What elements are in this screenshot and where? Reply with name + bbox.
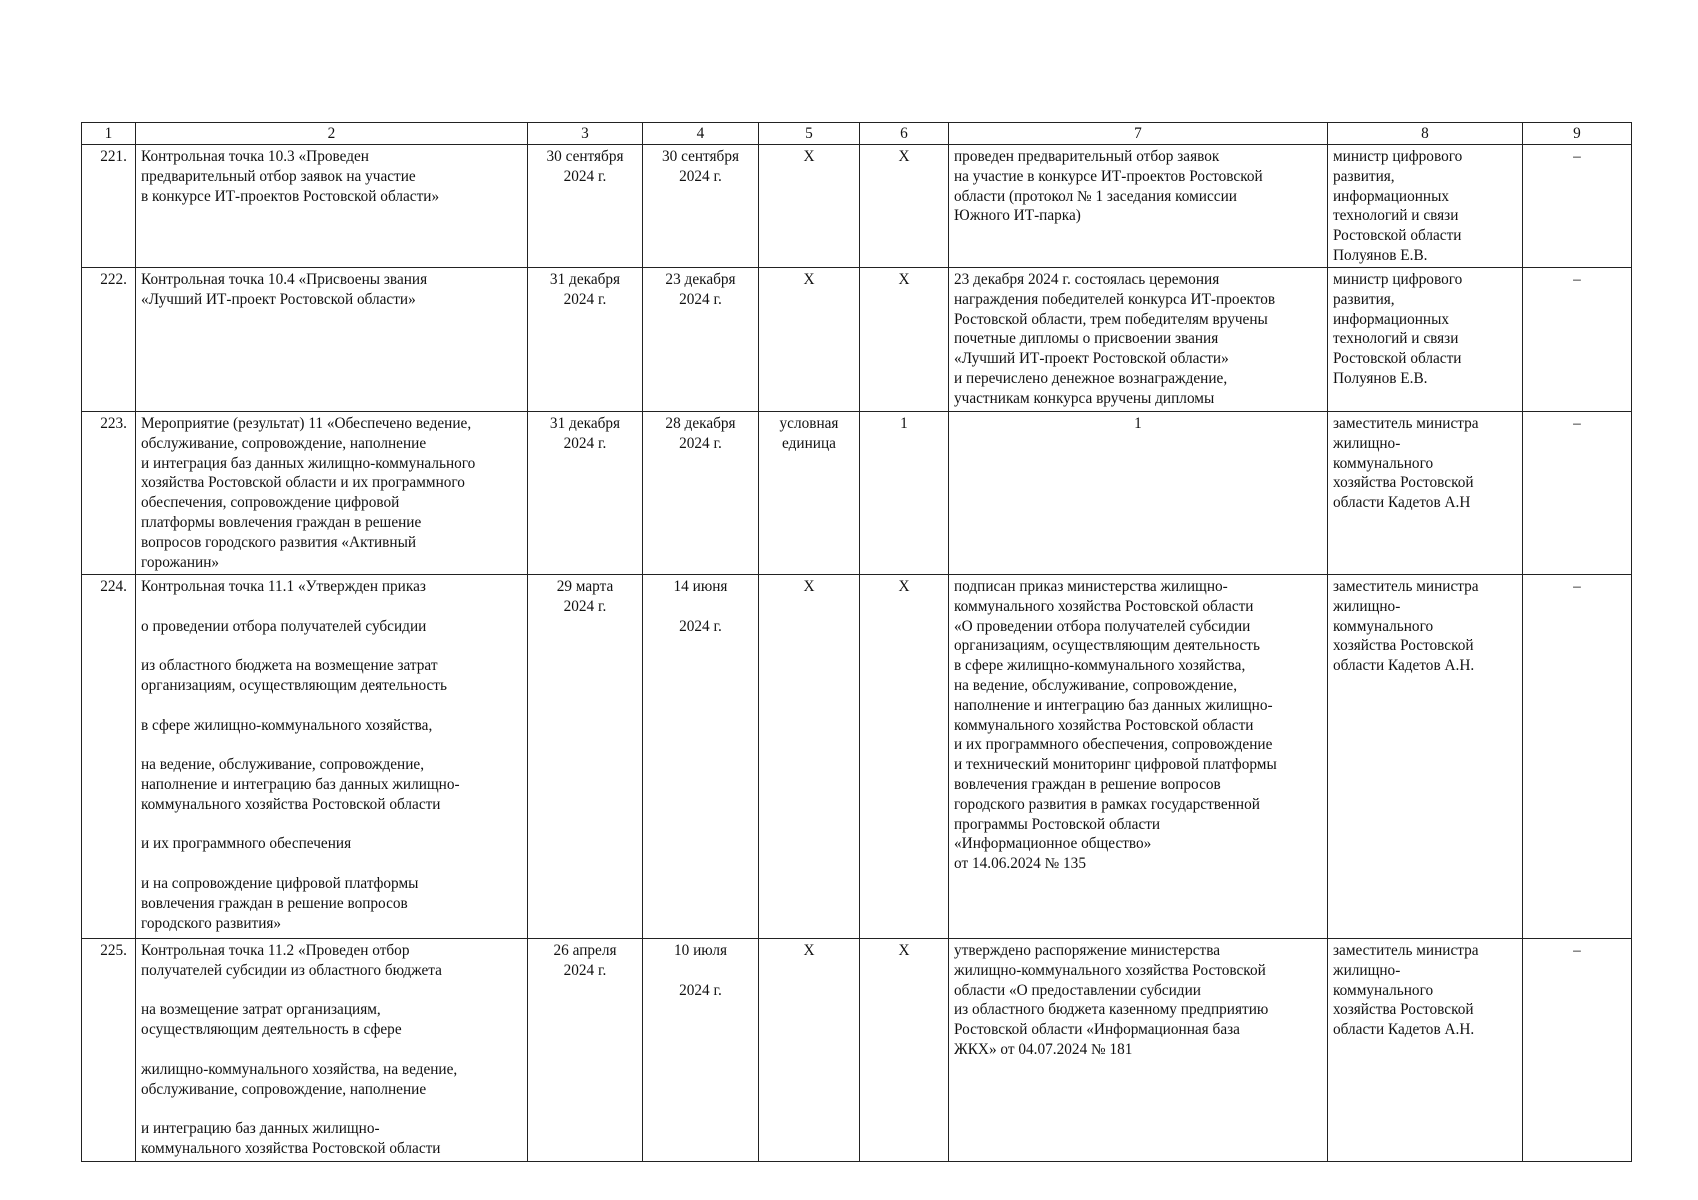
row-number: 221.	[82, 145, 136, 268]
plan-date: 31 декабря 2024 г.	[528, 412, 643, 575]
plan-date: 30 сентября 2024 г.	[528, 145, 643, 268]
result: 23 декабря 2024 г. состоялась церемония награждения победителей конкурса ИТ-проектов Ростовской области, трем победителям вручены почетные дипломы о присвоении звания «Лучший ИТ-проект Ростовской области» и перечислено денежное вознаграждение, участникам конкурса вручены дипломы	[949, 268, 1328, 412]
fact-date: 30 сентября 2024 г.	[643, 145, 759, 268]
value: Х	[860, 145, 949, 268]
header-cell: 5	[759, 123, 860, 145]
note: –	[1523, 268, 1632, 412]
result: подписан приказ министерства жилищно- коммунального хозяйства Ростовской области «О проведении отбора получателей субсидии организациям, осуществляющим деятельность в сфере жилищно-коммунального хозяйства, на ведение, обслуживание, сопровождение, наполнение и интеграцию баз данных жилищно- коммунального хозяйства Ростовской области и их программного обеспечения, сопровождение и технический мониторинг цифровой платформы вовлечения граждан в решение вопросов городского развития в рамках государственной программы Ростовской области «Информационное общество» от 14.06.2024 № 135	[949, 575, 1328, 939]
row-number: 224.	[82, 575, 136, 939]
table-row	[82, 268, 1632, 412]
header-cell: 6	[860, 123, 949, 145]
row-number: 222.	[82, 268, 136, 412]
header-cell: 9	[1523, 123, 1632, 145]
unit: Х	[759, 575, 860, 939]
note: –	[1523, 939, 1632, 1162]
table-row	[82, 939, 1632, 1162]
header-cell: 3	[528, 123, 643, 145]
value: 1	[860, 412, 949, 575]
responsible: заместитель министра жилищно- коммунального хозяйства Ростовской области Кадетов А.Н	[1328, 412, 1523, 575]
responsible: заместитель министра жилищно- коммунального хозяйства Ростовской области Кадетов А.Н.	[1328, 575, 1523, 939]
fact-date: 10 июля 2024 г.	[643, 939, 759, 1162]
table-row	[82, 145, 1632, 268]
plan-date: 26 апреля 2024 г.	[528, 939, 643, 1162]
unit: условная единица	[759, 412, 860, 575]
note: –	[1523, 412, 1632, 575]
row-name: Контрольная точка 10.3 «Проведен предварительный отбор заявок на участие в конкурсе ИТ-проектов Ростовской области»	[136, 145, 528, 268]
value: Х	[860, 268, 949, 412]
fact-date: 28 декабря 2024 г.	[643, 412, 759, 575]
header-cell: 8	[1328, 123, 1523, 145]
fact-date: 14 июня 2024 г.	[643, 575, 759, 939]
value: Х	[860, 939, 949, 1162]
header-cell: 7	[949, 123, 1328, 145]
row-number: 225.	[82, 939, 136, 1162]
header-cell: 1	[82, 123, 136, 145]
unit: Х	[759, 145, 860, 268]
table-row	[82, 412, 1632, 575]
row-name: Мероприятие (результат) 11 «Обеспечено ведение, обслуживание, сопровождение, наполнение и интеграция баз данных жилищно-коммунального хозяйства Ростовской области и их программного обеспечения, сопровождение цифровой платформы вовлечения граждан в решение вопросов городского развития «Активный горожанин»	[136, 412, 528, 575]
fact-date: 23 декабря 2024 г.	[643, 268, 759, 412]
row-name: Контрольная точка 11.1 «Утвержден приказ о проведении отбора получателей субсидии из областного бюджета на возмещение затрат организациям, осуществляющим деятельность в сфере жилищно-коммунального хозяйства, на ведение, обслуживание, сопровождение, наполнение и интеграцию баз данных жилищно- коммунального хозяйства Ростовской области и их программного обеспечения и на сопровождение цифровой платформы вовлечения граждан в решение вопросов городского развития»	[136, 575, 528, 939]
table-row	[82, 575, 1632, 939]
plan-date: 29 марта 2024 г.	[528, 575, 643, 939]
result: 1	[949, 412, 1328, 575]
result: проведен предварительный отбор заявок на участие в конкурсе ИТ-проектов Ростовской области (протокол № 1 заседания комиссии Южного ИТ-парка)	[949, 145, 1328, 268]
header-cell: 4	[643, 123, 759, 145]
report-table	[81, 122, 1632, 1162]
responsible: заместитель министра жилищно- коммунального хозяйства Ростовской области Кадетов А.Н.	[1328, 939, 1523, 1162]
unit: Х	[759, 939, 860, 1162]
value: Х	[860, 575, 949, 939]
responsible: министр цифрового развития, информационных технологий и связи Ростовской области Полуянов Е.В.	[1328, 145, 1523, 268]
row-name: Контрольная точка 10.4 «Присвоены звания «Лучший ИТ-проект Ростовской области»	[136, 268, 528, 412]
note: –	[1523, 575, 1632, 939]
result: утверждено распоряжение министерства жилищно-коммунального хозяйства Ростовской области «О предоставлении субсидии из областного бюджета казенному предприятию Ростовской области «Информационная база ЖКХ» от 04.07.2024 № 181	[949, 939, 1328, 1162]
row-name: Контрольная точка 11.2 «Проведен отбор получателей субсидии из областного бюджета на возмещение затрат организациям, осуществляющим деятельность в сфере жилищно-коммунального хозяйства, на ведение, обслуживание, сопровождение, наполнение и интеграцию баз данных жилищно- коммунального хозяйства Ростовской области	[136, 939, 528, 1162]
plan-date: 31 декабря 2024 г.	[528, 268, 643, 412]
responsible: министр цифрового развития, информационных технологий и связи Ростовской области Полуянов Е.В.	[1328, 268, 1523, 412]
header-cell: 2	[136, 123, 528, 145]
header-row	[82, 123, 1632, 145]
row-number: 223.	[82, 412, 136, 575]
note: –	[1523, 145, 1632, 268]
unit: Х	[759, 268, 860, 412]
